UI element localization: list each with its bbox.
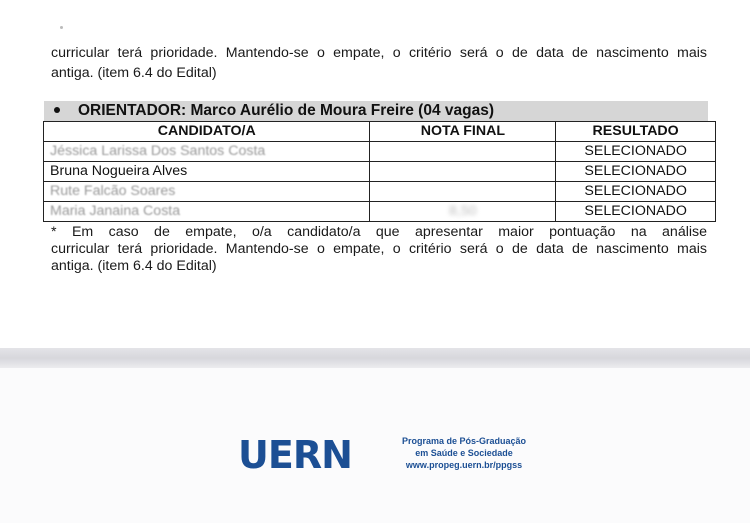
candidate-grade [370, 182, 556, 202]
header-partial-paragraph [51, 45, 707, 65]
table-row [44, 142, 716, 162]
candidate-result: SELECIONADO [556, 162, 716, 182]
header-final-grade: NOTA FINAL [370, 122, 556, 142]
candidate-name: Rute Falcão Soares [44, 182, 370, 202]
header-candidate: CANDIDATO/A [44, 122, 370, 142]
header-partial-paragraph-end [51, 65, 707, 82]
page-separator [0, 348, 750, 368]
advisor-section-heading [44, 101, 708, 121]
candidate-name: Bruna Nogueira Alves [44, 162, 370, 182]
table-header-row [44, 122, 716, 142]
header-line-1: curricular terá prioridade. Mantendo-se o empate, o critério será o de data de nascimento mais [51, 45, 707, 61]
program-subtitle: em Saúde e Sociedade [415, 448, 513, 458]
footnote-line-1: * Em caso de empate, o/a candidato/a que apresentar maior pontuação na análise [51, 224, 707, 240]
candidate-name: Maria Janaina Costa [44, 202, 370, 222]
candidate-grade [370, 162, 556, 182]
table-row [44, 202, 716, 222]
footnote-line-3: antiga. (item 6.4 do Edital) [51, 258, 217, 274]
program-info [395, 435, 533, 471]
candidate-result: SELECIONADO [556, 202, 716, 222]
header-line-2: antiga. (item 6.4 do Edital) [51, 65, 217, 81]
bullet-icon [54, 107, 60, 113]
header-result: RESULTADO [556, 122, 716, 142]
scan-mark [60, 26, 63, 29]
candidate-grade [370, 142, 556, 162]
next-page [0, 368, 750, 523]
footnote-line-2: curricular terá prioridade. Mantendo-se o empate, o critério será o de data de nascimento mais [51, 241, 707, 257]
candidate-grade: 8,50 [370, 202, 556, 222]
candidate-result: SELECIONADO [556, 142, 716, 162]
results-table [43, 121, 716, 222]
table-row [44, 182, 716, 202]
footnote-paragraph [51, 224, 707, 275]
advisor-title: ORIENTADOR: Marco Aurélio de Moura Freire (04 vagas) [78, 102, 495, 119]
table-row [44, 162, 716, 182]
uern-logo: UERN [238, 433, 352, 477]
candidate-name: Jéssica Larissa Dos Santos Costa [44, 142, 370, 162]
program-url: www.propeg.uern.br/ppgss [405, 460, 523, 470]
candidate-result: SELECIONADO [556, 182, 716, 202]
program-name: Programa de Pós-Graduação [401, 436, 527, 446]
